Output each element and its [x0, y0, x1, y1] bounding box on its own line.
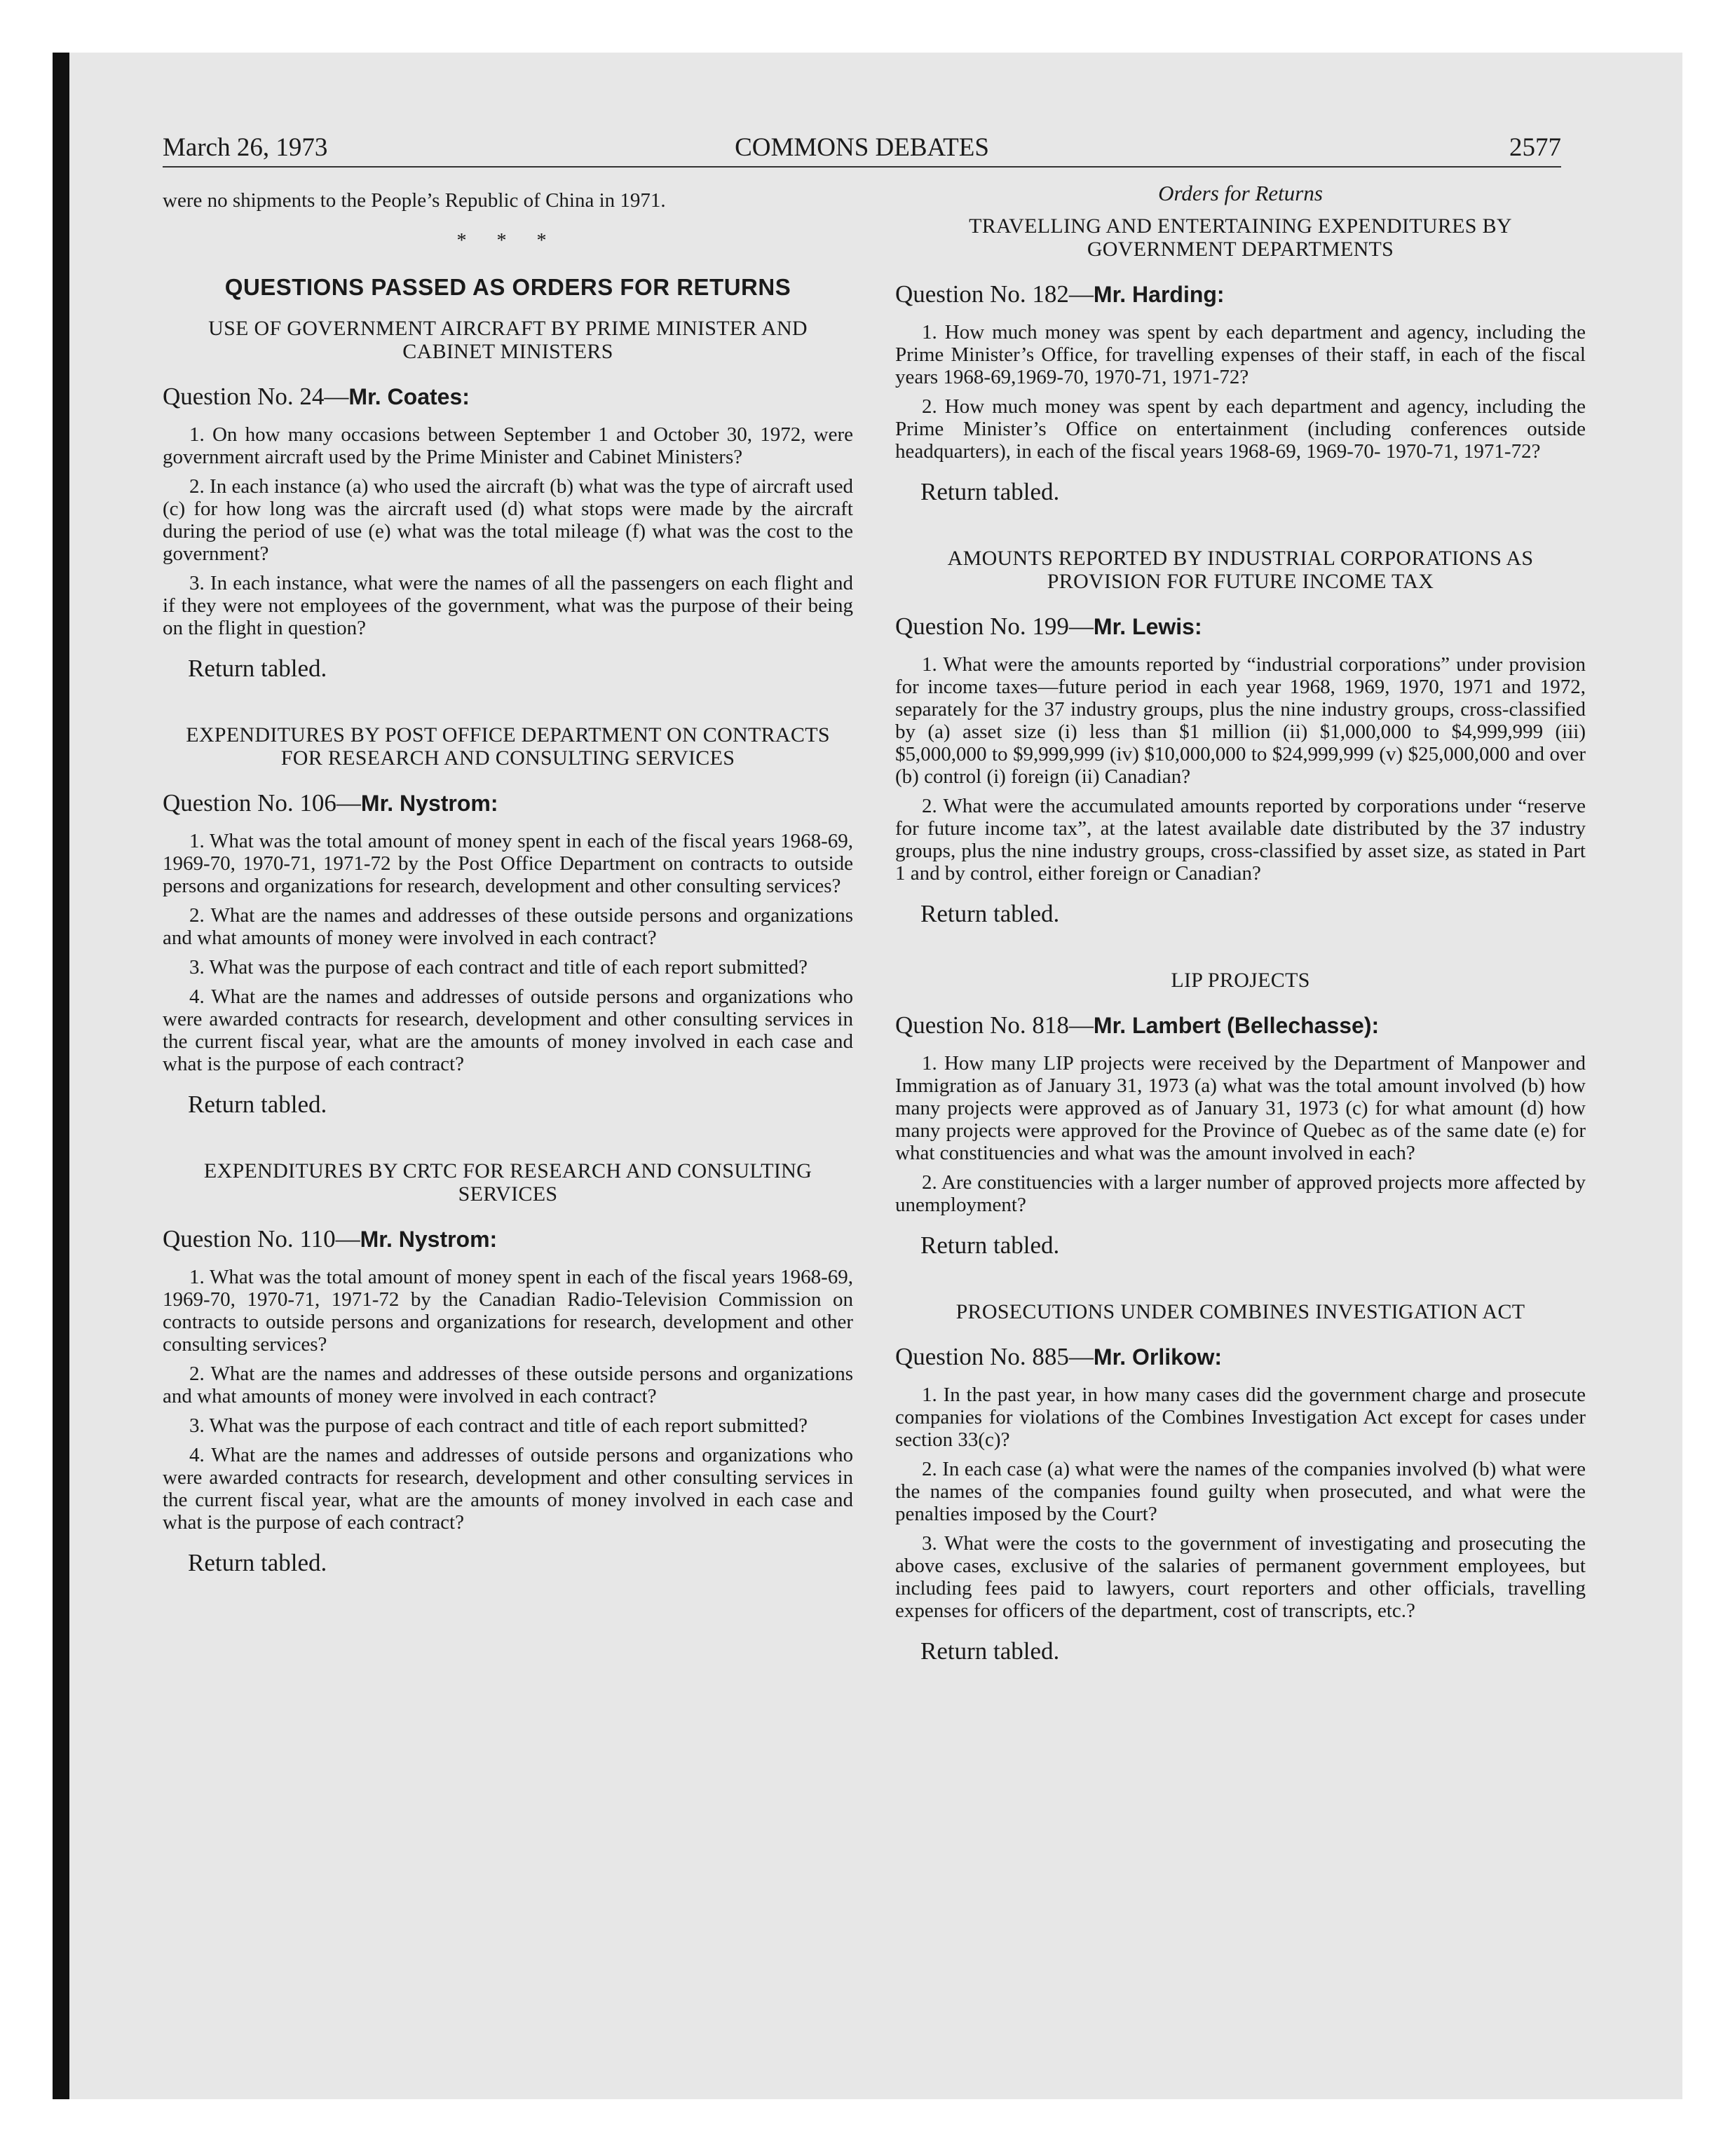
question-section	[163, 723, 853, 1119]
question-item: 3. What was the purpose of each contract and title of each report submitted?	[189, 956, 808, 978]
question-item: 1. On how many occasions between September 1 and October 30, 1972, were government aircraft used by the Prime Minister and Cabinet Ministers?	[163, 423, 853, 468]
question-item: 1. In the past year, in how many cases did the government charge and prosecute companies for violations of the Combines Investigation Act except for cases under section 33(c)?	[895, 1384, 1586, 1451]
question-number: Question No. 199—	[895, 613, 1094, 640]
return-tabled: Return tabled.	[188, 1549, 327, 1576]
question-line	[163, 383, 853, 411]
question-section	[895, 1300, 1586, 1665]
question-line	[895, 1343, 1586, 1371]
carryover-text: were no shipments to the People’s Republic of China in 1971.	[163, 189, 666, 212]
member-name: Mr. Nystrom:	[360, 791, 498, 816]
question-section	[895, 547, 1586, 928]
header-page-number: 2577	[1509, 133, 1561, 162]
question-item: 2. In each instance (a) who used the aircraft (b) what was the type of aircraft used (c) for how long was the aircraft used (d) what stops were made by the aircraft during the period of use (e) what was the total mileage (f) what was the cost to the government?	[163, 475, 853, 565]
question-item: 4. What are the names and addresses of outside persons and organizations who were awarded contracts for research, development and other consulting services in the current fiscal year, what are the amounts of money involved in each case and what is the purpose of each contract?	[163, 1444, 853, 1534]
question-item: 2. What are the names and addresses of these outside persons and organizations and what amounts of money were involved in each contract?	[163, 904, 853, 949]
section-separator: * * *	[456, 230, 559, 252]
question-item: 2. How much money was spent by each department and agency, including the Prime Minister’s Office on entertainment (including conferences outside headquarters), in each of the fiscal years 1968-69, 1969-70- 1970-71, 1971-72?	[895, 395, 1586, 463]
right-column	[895, 181, 1586, 1706]
return-tabled: Return tabled.	[920, 1637, 1060, 1665]
section-title: EXPENDITURES BY POST OFFICE DEPARTMENT ON CONTRACTS FOR RESEARCH AND CONSULTING SERVICES	[186, 723, 830, 770]
return-tabled: Return tabled.	[188, 655, 327, 682]
member-name: Mr. Orlikow:	[1093, 1344, 1223, 1370]
member-name: Mr. Harding:	[1093, 282, 1225, 307]
return-tabled: Return tabled.	[920, 900, 1060, 927]
section-title: AMOUNTS REPORTED BY INDUSTRIAL CORPORATIONS AS PROVISION FOR FUTURE INCOME TAX	[947, 547, 1534, 593]
member-name: Mr. Nystrom:	[360, 1227, 498, 1252]
question-section	[163, 317, 853, 683]
question-section	[895, 214, 1586, 506]
section-title: EXPENDITURES BY CRTC FOR RESEARCH AND CONSULTING SERVICES	[203, 1159, 812, 1206]
scan-edge-shadow	[53, 53, 69, 2099]
section-title: PROSECUTIONS UNDER COMBINES INVESTIGATION ACT	[955, 1300, 1525, 1323]
member-name: Mr. Coates:	[348, 384, 470, 409]
question-section	[163, 1159, 853, 1577]
section-title: TRAVELLING AND ENTERTAINING EXPENDITURES BY GOVERNMENT DEPARTMENTS	[969, 214, 1512, 261]
section-title: LIP PROJECTS	[1171, 969, 1310, 992]
return-tabled: Return tabled.	[920, 1231, 1060, 1259]
question-number: Question No. 24—	[163, 383, 349, 410]
main-heading: QUESTIONS PASSED AS ORDERS FOR RETURNS	[224, 274, 791, 300]
return-tabled: Return tabled.	[188, 1091, 327, 1118]
return-tabled: Return tabled.	[920, 478, 1060, 505]
question-number: Question No. 182—	[895, 280, 1094, 308]
member-name: Mr. Lambert (Bellechasse):	[1093, 1013, 1380, 1038]
question-item: 1. What was the total amount of money spent in each of the fiscal years 1968-69, 1969-70, 1970-71, 1971-72 by the Post Office Department on contracts to outside persons and organizations for research, development and other consulting services?	[163, 830, 853, 897]
page-header	[163, 130, 1561, 168]
question-number: Question No. 818—	[895, 1011, 1094, 1039]
section-title: USE OF GOVERNMENT AIRCRAFT BY PRIME MINISTER AND CABINET MINISTERS	[208, 317, 808, 363]
question-item: 3. In each instance, what were the names of all the passengers on each flight and if they were not employees of the government, what was the purpose of their being on the flight in question?	[163, 572, 853, 639]
question-line	[895, 1011, 1586, 1039]
question-number: Question No. 106—	[163, 789, 361, 817]
question-item: 2. What were the accumulated amounts reported by corporations under “reserve for future income tax”, at the latest available date distributed by the 37 industry groups, plus the nine industry groups, cross-classified by asset size, as stated in Part 1 and by control, either foreign or Canadian?	[895, 795, 1586, 885]
question-item: 2. In each case (a) what were the names of the companies involved (b) what were the names of the companies found guilty when prosecuted, and what were the penalties imposed by the Court?	[895, 1458, 1586, 1525]
question-item: 1. How much money was spent by each department and agency, including the Prime Minister’s Office, for travelling expenses of their staff, in each of the fiscal years 1968-69,1969-70, 1970-71, 1971-72?	[895, 321, 1586, 388]
header-date: March 26, 1973	[163, 133, 328, 162]
question-item: 2. Are constituencies with a larger number of approved projects more affected by unemployment?	[895, 1171, 1586, 1216]
member-name: Mr. Lewis:	[1093, 614, 1202, 639]
question-item: 1. How many LIP projects were received by the Department of Manpower and Immigration as of January 31, 1973 (a) what was the total amount involved (b) how many projects were approved as of January 31, 1973 (c) for what amount (d) how many projects were approved for the Province of Quebec as of the same date (e) for what constituencies and what was the amount involved in each?	[895, 1052, 1586, 1164]
question-item: 3. What were the costs to the government of investigating and prosecuting the above cases, exclusive of the salaries of permanent government employees, but including fees paid to lawyers, court reporters and other officials, travelling expenses for officers of the department, cost of transcripts, etc.?	[895, 1532, 1586, 1622]
orders-for-returns-heading: Orders for Returns	[1158, 181, 1323, 205]
question-number: Question No. 110—	[163, 1225, 360, 1253]
left-column	[163, 189, 853, 1618]
question-number: Question No. 885—	[895, 1343, 1094, 1370]
question-item: 2. What are the names and addresses of these outside persons and organizations and what amounts of money were involved in each contract?	[163, 1363, 853, 1407]
question-line	[163, 789, 853, 817]
question-item: 1. What was the total amount of money spent in each of the fiscal years 1968-69, 1969-70, 1970-71, 1971-72 by the Canadian Radio-Television Commission on contracts to outside persons and organizations for research, development and other consulting services?	[163, 1266, 853, 1356]
question-item: 4. What are the names and addresses of outside persons and organizations who were awarded contracts for research, development and other consulting services in the current fiscal year, what are the amounts of money involved in each case and what is the purpose of each contract?	[163, 985, 853, 1075]
question-section	[895, 969, 1586, 1260]
question-line	[895, 280, 1586, 308]
question-line	[895, 613, 1586, 641]
header-title: COMMONS DEBATES	[735, 133, 989, 162]
question-item: 3. What was the purpose of each contract and title of each report submitted?	[189, 1414, 808, 1437]
question-item: 1. What were the amounts reported by “industrial corporations” under provision for income taxes—future period in each year 1968, 1969, 1970, 1971 and 1972, separately for the 37 industry groups, plus the nine industry groups, cross-classified by (a) asset size (i) less than $1 million (ii) $1,000,000 to $4,999,999 (iii) $5,000,000 to $9,999,999 (iv) $10,000,000 to $24,999,999 (v) $25,000,000 and over (b) control (i) foreign (ii) Canadian?	[895, 653, 1586, 788]
question-line	[163, 1225, 853, 1253]
